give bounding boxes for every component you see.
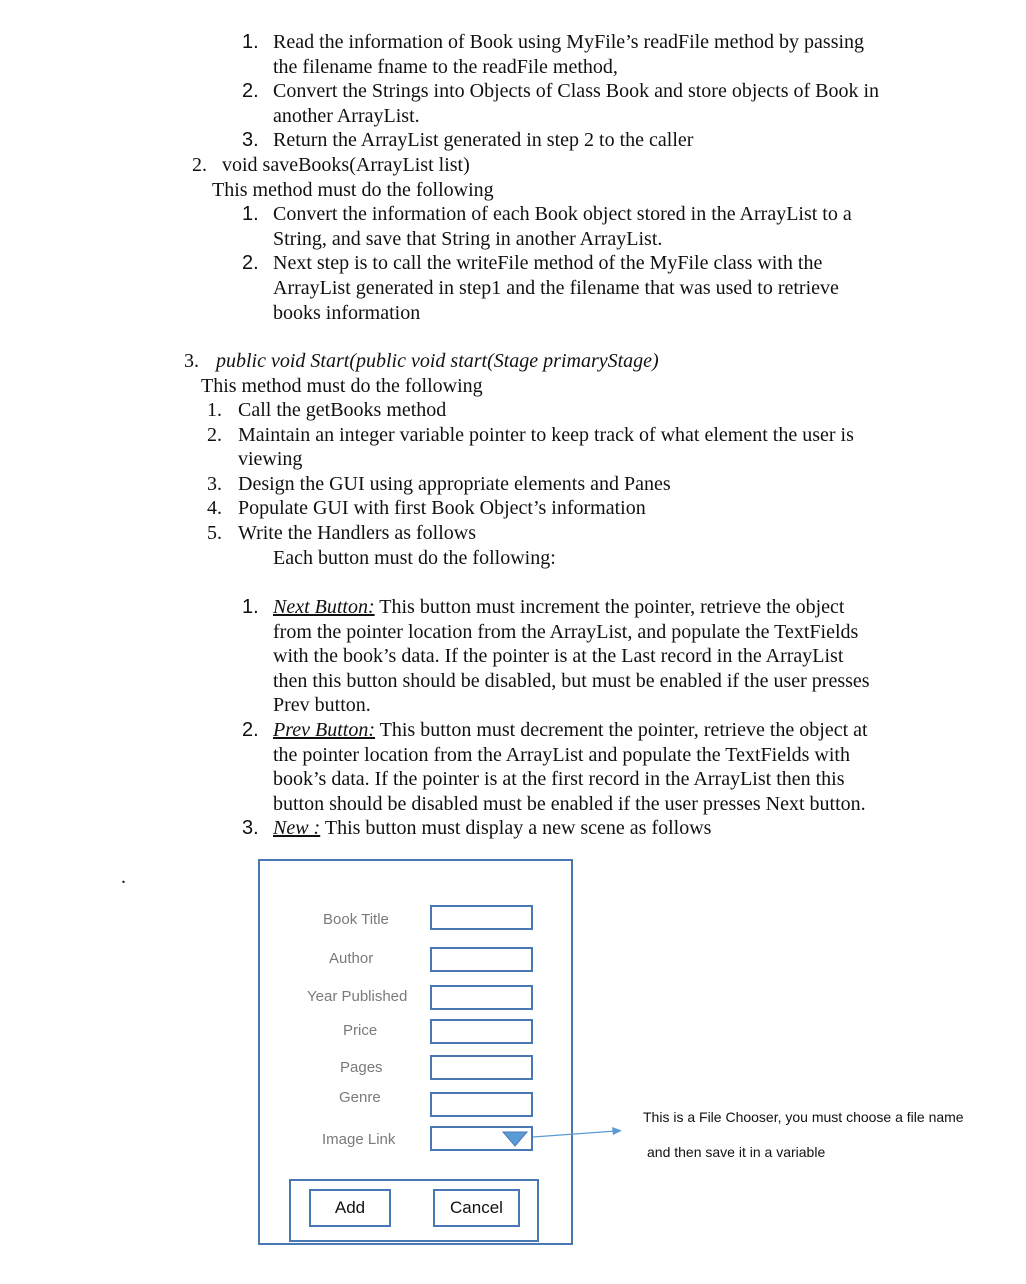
method-signature: public void Start(public void start(Stage primaryStage)	[216, 350, 659, 372]
author-field[interactable]	[430, 947, 533, 972]
image-link-label: Image Link	[322, 1131, 396, 1148]
list-number: 2.	[242, 252, 259, 274]
stray-dot: .	[121, 866, 126, 888]
step-text: Convert the information of each Book object stored in the ArrayList to a	[273, 203, 852, 225]
list-number: 1.	[242, 596, 259, 618]
list-number: 3.	[242, 129, 259, 151]
chevron-down-icon	[502, 1130, 528, 1148]
genre-label: Genre	[339, 1089, 381, 1106]
genre-field[interactable]	[430, 1092, 533, 1117]
new-button-heading: New :	[273, 817, 321, 839]
year-published-field[interactable]	[430, 985, 533, 1010]
new-button-description	[273, 816, 711, 840]
list-number: 2.	[207, 424, 222, 446]
step-text: Populate GUI with first Book Object’s information	[238, 497, 646, 519]
step-text: viewing	[238, 448, 303, 470]
list-number: 1.	[242, 203, 259, 225]
next-button-heading: Next Button:	[273, 596, 375, 618]
step-text: Next step is to call the writeFile method of the MyFile class with the	[273, 252, 823, 274]
step-text: Return the ArrayList generated in step 2 to the caller	[273, 129, 694, 151]
step-text: from the pointer location from the ArrayList, and populate the TextFields	[273, 621, 859, 643]
step-text: book’s data. If the pointer is at the first record in the ArrayList then this	[273, 768, 845, 790]
method-intro: This method must do the following	[212, 179, 494, 201]
step-text: Maintain an integer variable pointer to keep track of what element the user is	[238, 424, 854, 446]
year-published-label: Year Published	[307, 988, 408, 1005]
step-text: Write the Handlers as follows	[238, 522, 477, 544]
author-label: Author	[329, 950, 374, 967]
step-text: the pointer location from the ArrayList and populate the TextFields with	[273, 744, 850, 766]
step-text: Convert the Strings into Objects of Class Book and store objects of Book in	[273, 80, 880, 102]
next-button-description	[273, 595, 844, 619]
step-text: Call the getBooks method	[238, 399, 447, 421]
next-button-text: This button must increment the pointer, retrieve the object	[374, 596, 845, 618]
step-text: with the book’s data. If the pointer is at the Last record in the ArrayList	[273, 645, 844, 667]
step-text: Prev button.	[273, 694, 371, 716]
list-number: 2.	[242, 80, 259, 102]
step-text: button should be disabled must be enabled if the user presses Next button.	[273, 793, 866, 815]
cancel-button[interactable]: Cancel	[433, 1189, 520, 1227]
prev-button-text: This button must decrement the pointer, retrieve the object at	[375, 719, 868, 741]
arrow-icon	[532, 1126, 627, 1140]
section-number: 2.	[192, 154, 207, 176]
prev-button-heading: Prev Button:	[273, 719, 376, 741]
section-number: 3.	[184, 350, 199, 372]
list-number: 2.	[242, 719, 259, 741]
list-number: 4.	[207, 497, 222, 519]
method-signature: void saveBooks(ArrayList list)	[222, 154, 470, 176]
step-text: then this button should be disabled, but must be enabled if the user presses	[273, 670, 870, 692]
step-text: another ArrayList.	[273, 105, 420, 127]
method-intro: This method must do the following	[201, 375, 483, 397]
pages-label: Pages	[340, 1059, 383, 1076]
list-number: 5.	[207, 522, 222, 544]
book-title-label: Book Title	[323, 911, 389, 928]
list-number: 3.	[207, 473, 222, 495]
each-button-intro: Each button must do the following:	[273, 547, 556, 569]
step-text: Read the information of Book using MyFile’s readFile method by passing	[273, 31, 865, 53]
new-button-text: This button must display a new scene as follows	[320, 817, 712, 839]
price-label: Price	[343, 1022, 378, 1039]
step-text: books information	[273, 302, 421, 324]
pages-field[interactable]	[430, 1055, 533, 1080]
step-text: the filename fname to the readFile method,	[273, 56, 618, 78]
list-number: 1.	[242, 31, 259, 53]
file-chooser-note-2: and then save it in a variable	[647, 1144, 826, 1160]
step-text: Design the GUI using appropriate elements and Panes	[238, 473, 671, 495]
list-number: 3.	[242, 817, 259, 839]
image-link-file-chooser[interactable]	[430, 1126, 533, 1151]
step-text: ArrayList generated in step1 and the filename that was used to retrieve	[273, 277, 839, 299]
list-number: 1.	[207, 399, 222, 421]
add-button[interactable]: Add	[309, 1189, 391, 1227]
step-text: String, and save that String in another ArrayList.	[273, 228, 663, 250]
price-field[interactable]	[430, 1019, 533, 1044]
book-title-field[interactable]	[430, 905, 533, 930]
file-chooser-note: This is a File Chooser, you must choose a file name	[643, 1109, 964, 1125]
prev-button-description	[273, 718, 868, 742]
